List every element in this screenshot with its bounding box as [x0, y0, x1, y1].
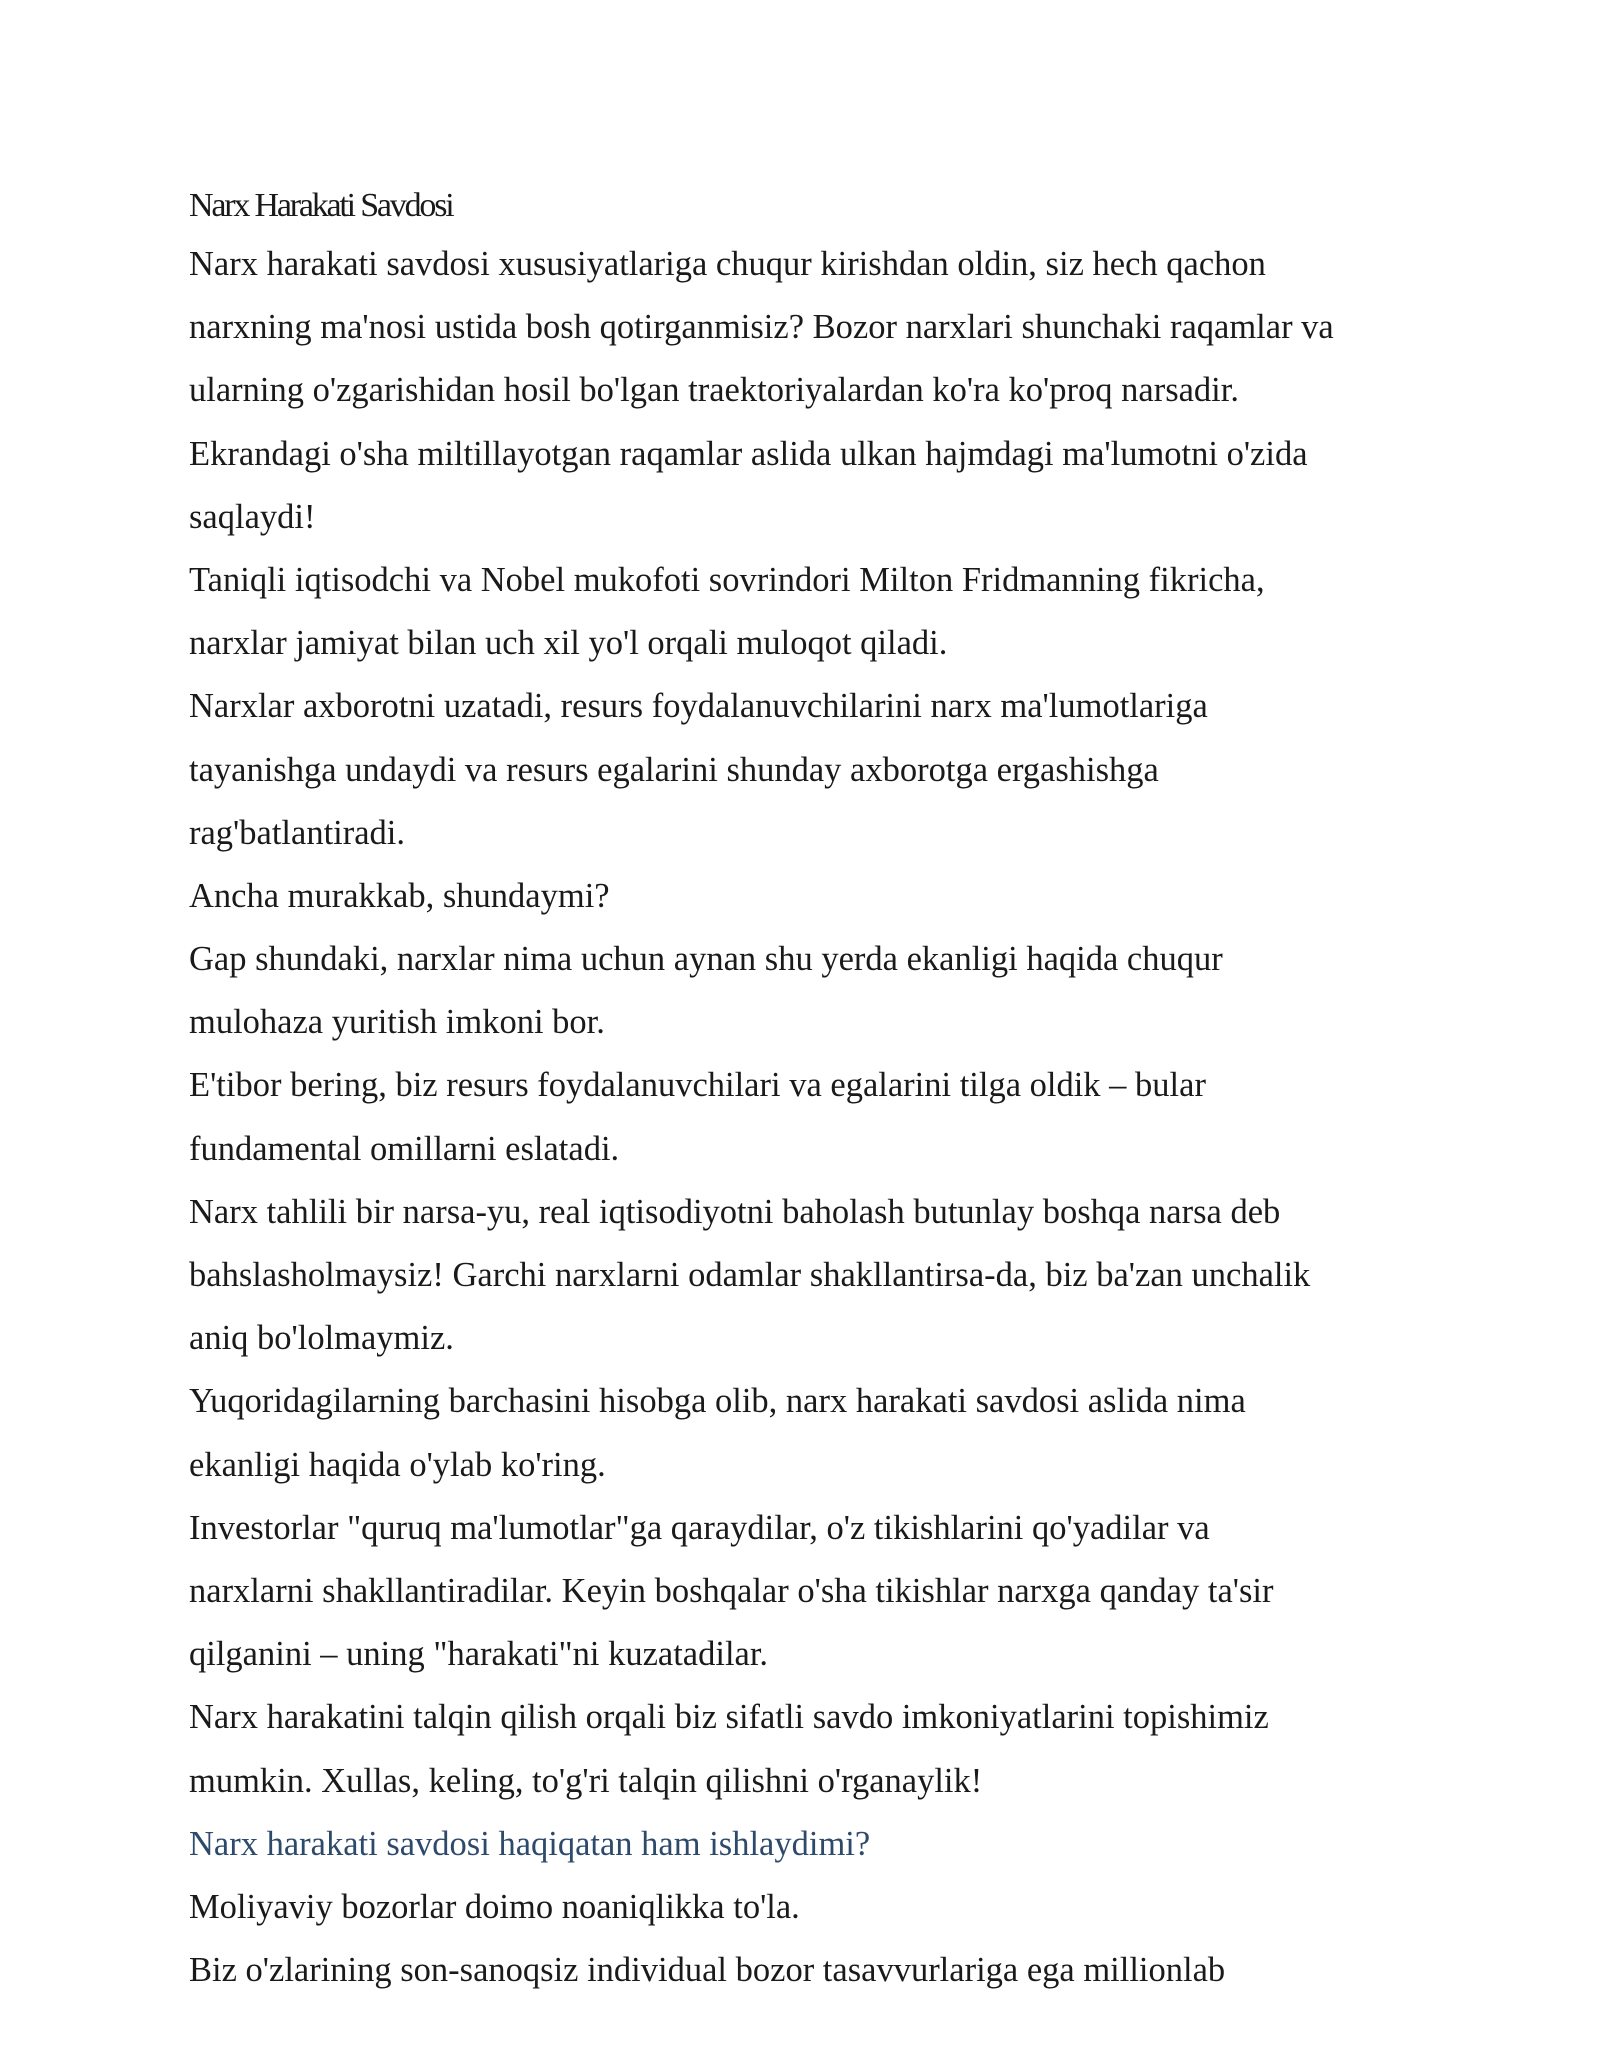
section-heading-text: Narx harakati savdosi haqiqatan ham ishlaydimi?: [189, 1824, 871, 1863]
paragraph: [189, 928, 1419, 1054]
paragraph: [189, 1876, 1419, 1939]
paragraph-line: bahslasholmaysiz! Garchi narxlarni odamlar shakllantirsa-da, biz ba'zan unchalik: [189, 1256, 1311, 1294]
paragraph: [189, 549, 1419, 675]
paragraph-line: narxning ma'nosi ustida bosh qotirganmisiz? Bozor narxlari shunchaki raqamlar va: [189, 308, 1334, 347]
paragraph-line: narxlarni shakllantiradilar. Keyin boshqalar o'sha tikishlar narxga qanday ta'sir: [189, 1571, 1274, 1610]
paragraph-line: Narxlar axborotni uzatadi, resurs foydalanuvchilarini narx ma'lumotlariga: [189, 687, 1208, 726]
paragraph-line: ekanligi haqida o'ylab ko'ring.: [189, 1445, 606, 1484]
paragraph: [189, 1939, 1419, 2002]
paragraph: [189, 1181, 1419, 1371]
paragraph-line: Gap shundaki, narxlar nima uchun aynan shu yerda ekanligi haqida chuqur: [189, 940, 1223, 979]
paragraph-line: qilganini – uning "harakati"ni kuzatadilar.: [189, 1635, 769, 1674]
paragraph: [189, 1370, 1419, 1496]
paragraph: [189, 233, 1419, 549]
paragraph: [189, 1054, 1419, 1180]
paragraph-line: Yuqoridagilarning barchasini hisobga olib, narx harakati savdosi aslida nima: [189, 1382, 1246, 1421]
paragraph-line: fundamental omillarni eslatadi.: [189, 1129, 620, 1168]
paragraph-line: aniq bo'lolmaymiz.: [189, 1319, 454, 1358]
paragraph-line: Ancha murakkab, shundaymi?: [189, 876, 610, 915]
paragraph-line: tayanishga undaydi va resurs egalarini shunday axborotga ergashishga: [189, 750, 1159, 789]
paragraph-line: Taniqli iqtisodchi va Nobel mukofoti sovrindori Milton Fridmanning fikricha,: [189, 560, 1265, 599]
paragraph-line: saqlaydi!: [189, 497, 316, 536]
paragraph-line: Investorlar "quruq ma'lumotlar"ga qaraydilar, o'z tikishlarini qo'yadilar va: [189, 1508, 1210, 1547]
paragraph-line: Ekrandagi o'sha miltillayotgan raqamlar aslida ulkan hajmdagi ma'lumotni o'zida: [189, 434, 1308, 473]
paragraph-line: Biz o'zlarining son-sanoqsiz individual bozor tasavvurlariga ega millionlab: [189, 1951, 1226, 1990]
paragraph-line: E'tibor bering, biz resurs foydalanuvchilari va egalarini tilga oldik – bular: [189, 1066, 1206, 1105]
paragraph-line: Moliyaviy bozorlar doimo noaniqlikka to'la.: [189, 1887, 800, 1926]
paragraph-line: Narx tahlili bir narsa-yu, real iqtisodiyotni baholash butunlay boshqa narsa deb: [189, 1192, 1281, 1231]
document-body: [189, 178, 1419, 2002]
paragraph-line: mumkin. Xullas, keling, to'g'ri talqin qilishni o'rganaylik!: [189, 1761, 983, 1800]
paragraph: [189, 865, 1419, 928]
paragraph-line: narxlar jamiyat bilan uch xil yo'l orqali muloqot qiladi.: [189, 624, 948, 663]
paragraph-line: Narx harakatini talqin qilish orqali biz sifatli savdo imkoniyatlarini topishimiz: [189, 1698, 1269, 1737]
paragraph: [189, 1497, 1419, 1687]
document-title: Narx Harakati Savdosi: [189, 187, 453, 224]
paragraph: [189, 1686, 1419, 1812]
paragraph-line: rag'batlantiradi.: [189, 813, 405, 852]
paragraph: [189, 675, 1419, 865]
paragraph-line: Narx harakati savdosi xususiyatlariga chuqur kirishdan oldin, siz hech qachon: [189, 245, 1266, 283]
paragraph-line: ularning o'zgarishidan hosil bo'lgan traektoriyalardan ko'ra ko'proq narsadir.: [189, 371, 1239, 410]
paragraph-line: mulohaza yuritish imkoni bor.: [189, 1003, 605, 1042]
section-heading: [189, 1813, 1419, 1876]
